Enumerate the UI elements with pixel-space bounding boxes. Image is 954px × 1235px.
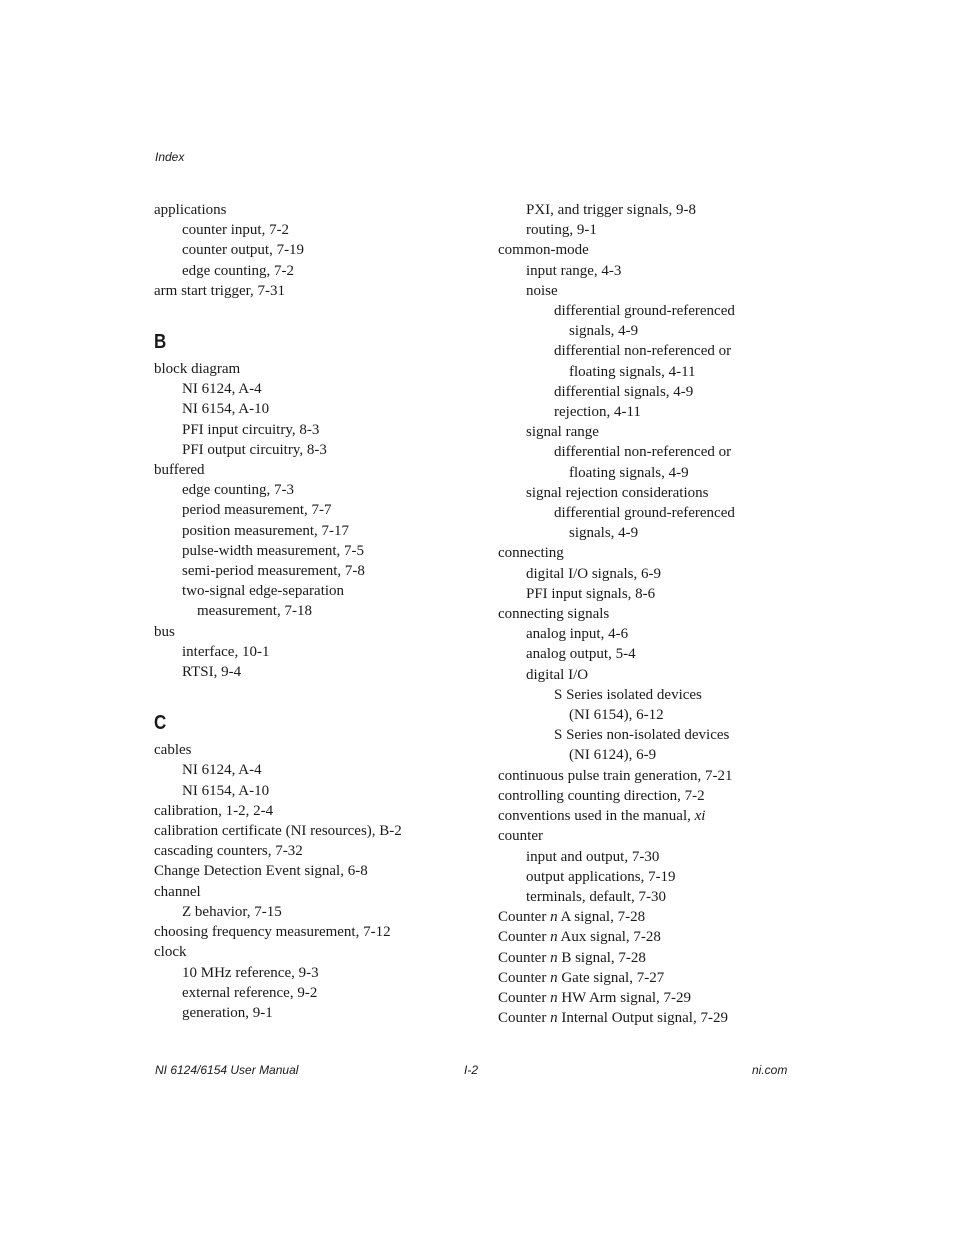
index-subentry: generation, 9-1 [182,1004,273,1021]
entry-text: differential ground-referenced [554,505,735,522]
index-entry: counter [498,828,543,845]
index-subentry: signal range [526,424,599,441]
index-subentry: position measurement, 7-17 [182,522,350,539]
section-letter-c: C [154,712,167,735]
entry-text: HW Arm signal, 7-29 [557,989,692,1006]
index-entry [498,1008,818,1028]
index-subsubentry [498,725,818,765]
index-subentry: routing, 9-1 [526,222,597,239]
entry-text: Internal Output signal, 7-29 [557,1010,728,1027]
index-entry [498,806,818,826]
entry-continuation: signals, 4-9 [569,323,639,340]
index-entry: controlling counting direction, 7-2 [498,787,705,804]
entry-continuation: (NI 6154), 6-12 [569,707,664,724]
entry-continuation: floating signals, 4-11 [569,363,696,380]
index-column-left [154,200,474,1023]
entry-text: Counter [498,949,551,966]
index-subentry: terminals, default, 7-30 [526,888,666,905]
entry-text: Counter [498,989,551,1006]
entry-continuation: measurement, 7-18 [197,603,312,620]
index-entry: channel [154,883,201,900]
index-subentry: semi-period measurement, 7-8 [182,563,365,580]
entry-text: conventions used in the manual, [498,808,695,825]
index-subentry: PFI input circuitry, 8-3 [182,421,320,438]
entry-continuation: floating signals, 4-9 [569,464,689,481]
entry-variable: n [550,969,558,986]
index-subentry: NI 6154, A-10 [182,782,270,799]
entry-variable: n [550,1010,558,1027]
index-entry: calibration certificate (NI resources), B-2 [154,823,402,840]
index-subentry: PFI output circuitry, 8-3 [182,441,327,458]
entry-text: Counter [498,1010,551,1027]
footer-page-number: I-2 [464,1063,479,1077]
index-entry: cascading counters, 7-32 [154,843,303,860]
index-subsubentry [498,301,818,341]
index-subentry: output applications, 7-19 [526,868,676,885]
index-entry [498,948,818,968]
entry-text: S Series non-isolated devices [554,727,730,744]
entry-text: differential non-referenced or [554,343,732,360]
index-subentry: input range, 4-3 [526,262,622,279]
index-subentry: edge counting, 7-3 [182,482,295,499]
index-entry: connecting signals [498,606,610,623]
index-subentry: input and output, 7-30 [526,848,660,865]
index-subsubentry [498,442,818,482]
index-subentry: PFI input signals, 8-6 [526,585,656,602]
index-subentry: Z behavior, 7-15 [182,903,282,920]
entry-text: Counter [498,909,551,926]
index-subentry: counter output, 7-19 [182,242,305,259]
index-entry [498,988,818,1008]
index-subentry: counter input, 7-2 [182,222,290,239]
footer-manual-title: NI 6124/6154 User Manual [155,1063,299,1077]
index-entry: connecting [498,545,564,562]
entry-continuation: (NI 6124), 6-9 [569,747,657,764]
index-column-right [498,200,818,1028]
index-subsubentry: differential signals, 4-9 [554,383,694,400]
entry-text: B signal, 7-28 [557,949,646,966]
index-entry: block diagram [154,361,241,378]
entry-text: differential ground-referenced [554,303,735,320]
index-subentry: external reference, 9-2 [182,984,318,1001]
entry-variable: n [550,909,558,926]
entry-text: S Series isolated devices [554,686,702,703]
index-subsubentry: rejection, 4-11 [554,404,641,421]
entry-text: Counter [498,929,551,946]
running-head: Index [155,150,185,164]
footer-website: ni.com [752,1063,788,1077]
index-subentry: period measurement, 7-7 [182,502,332,519]
index-entry: buffered [154,462,205,479]
index-entry: cables [154,742,192,759]
index-subentry: analog output, 5-4 [526,646,636,663]
index-subsubentry [498,685,818,725]
index-entry: applications [154,202,227,218]
index-entry [498,907,818,927]
index-entry: bus [154,623,175,640]
entry-text: differential non-referenced or [554,444,732,461]
section-letter-b: B [154,331,167,354]
index-entry: calibration, 1-2, 2-4 [154,802,274,819]
entry-text: A signal, 7-28 [557,909,646,926]
index-entry [498,968,818,988]
index-subentry: 10 MHz reference, 9-3 [182,964,319,981]
index-subentry: NI 6124, A-4 [182,762,262,779]
entry-continuation: signals, 4-9 [569,525,639,542]
index-entry [498,927,818,947]
index-subsubentry [498,503,818,543]
index-subentry: NI 6154, A-10 [182,401,270,418]
entry-variable: n [550,989,558,1006]
index-subentry: signal rejection considerations [526,484,709,501]
index-entry: clock [154,944,187,961]
index-subentry: digital I/O [526,666,589,683]
entry-text: two-signal edge-separation [182,583,345,600]
index-entry: Change Detection Event signal, 6-8 [154,863,368,880]
index-entry: choosing frequency measurement, 7-12 [154,924,391,941]
index-subentry: digital I/O signals, 6-9 [526,565,661,582]
index-subentry: noise [526,282,558,299]
index-subsubentry [498,341,818,381]
index-subentry: edge counting, 7-2 [182,262,295,279]
index-subentry: RTSI, 9-4 [182,664,242,681]
entry-variable: n [550,929,558,946]
index-entry: continuous pulse train generation, 7-21 [498,767,733,784]
entry-text: Gate signal, 7-27 [557,969,665,986]
italic-page-ref: xi [694,808,706,825]
index-subentry: PXI, and trigger signals, 9-8 [526,202,696,218]
entry-text: Aux signal, 7-28 [557,929,661,946]
index-subentry: analog input, 4-6 [526,626,629,643]
index-subentry: NI 6124, A-4 [182,381,262,398]
entry-text: Counter [498,969,551,986]
index-subentry: interface, 10-1 [182,643,270,660]
entry-variable: n [550,949,558,966]
index-entry: common-mode [498,242,589,259]
index-subentry [154,581,474,621]
index-entry: arm start trigger, 7-31 [154,282,286,299]
index-subentry: pulse-width measurement, 7-5 [182,542,365,559]
